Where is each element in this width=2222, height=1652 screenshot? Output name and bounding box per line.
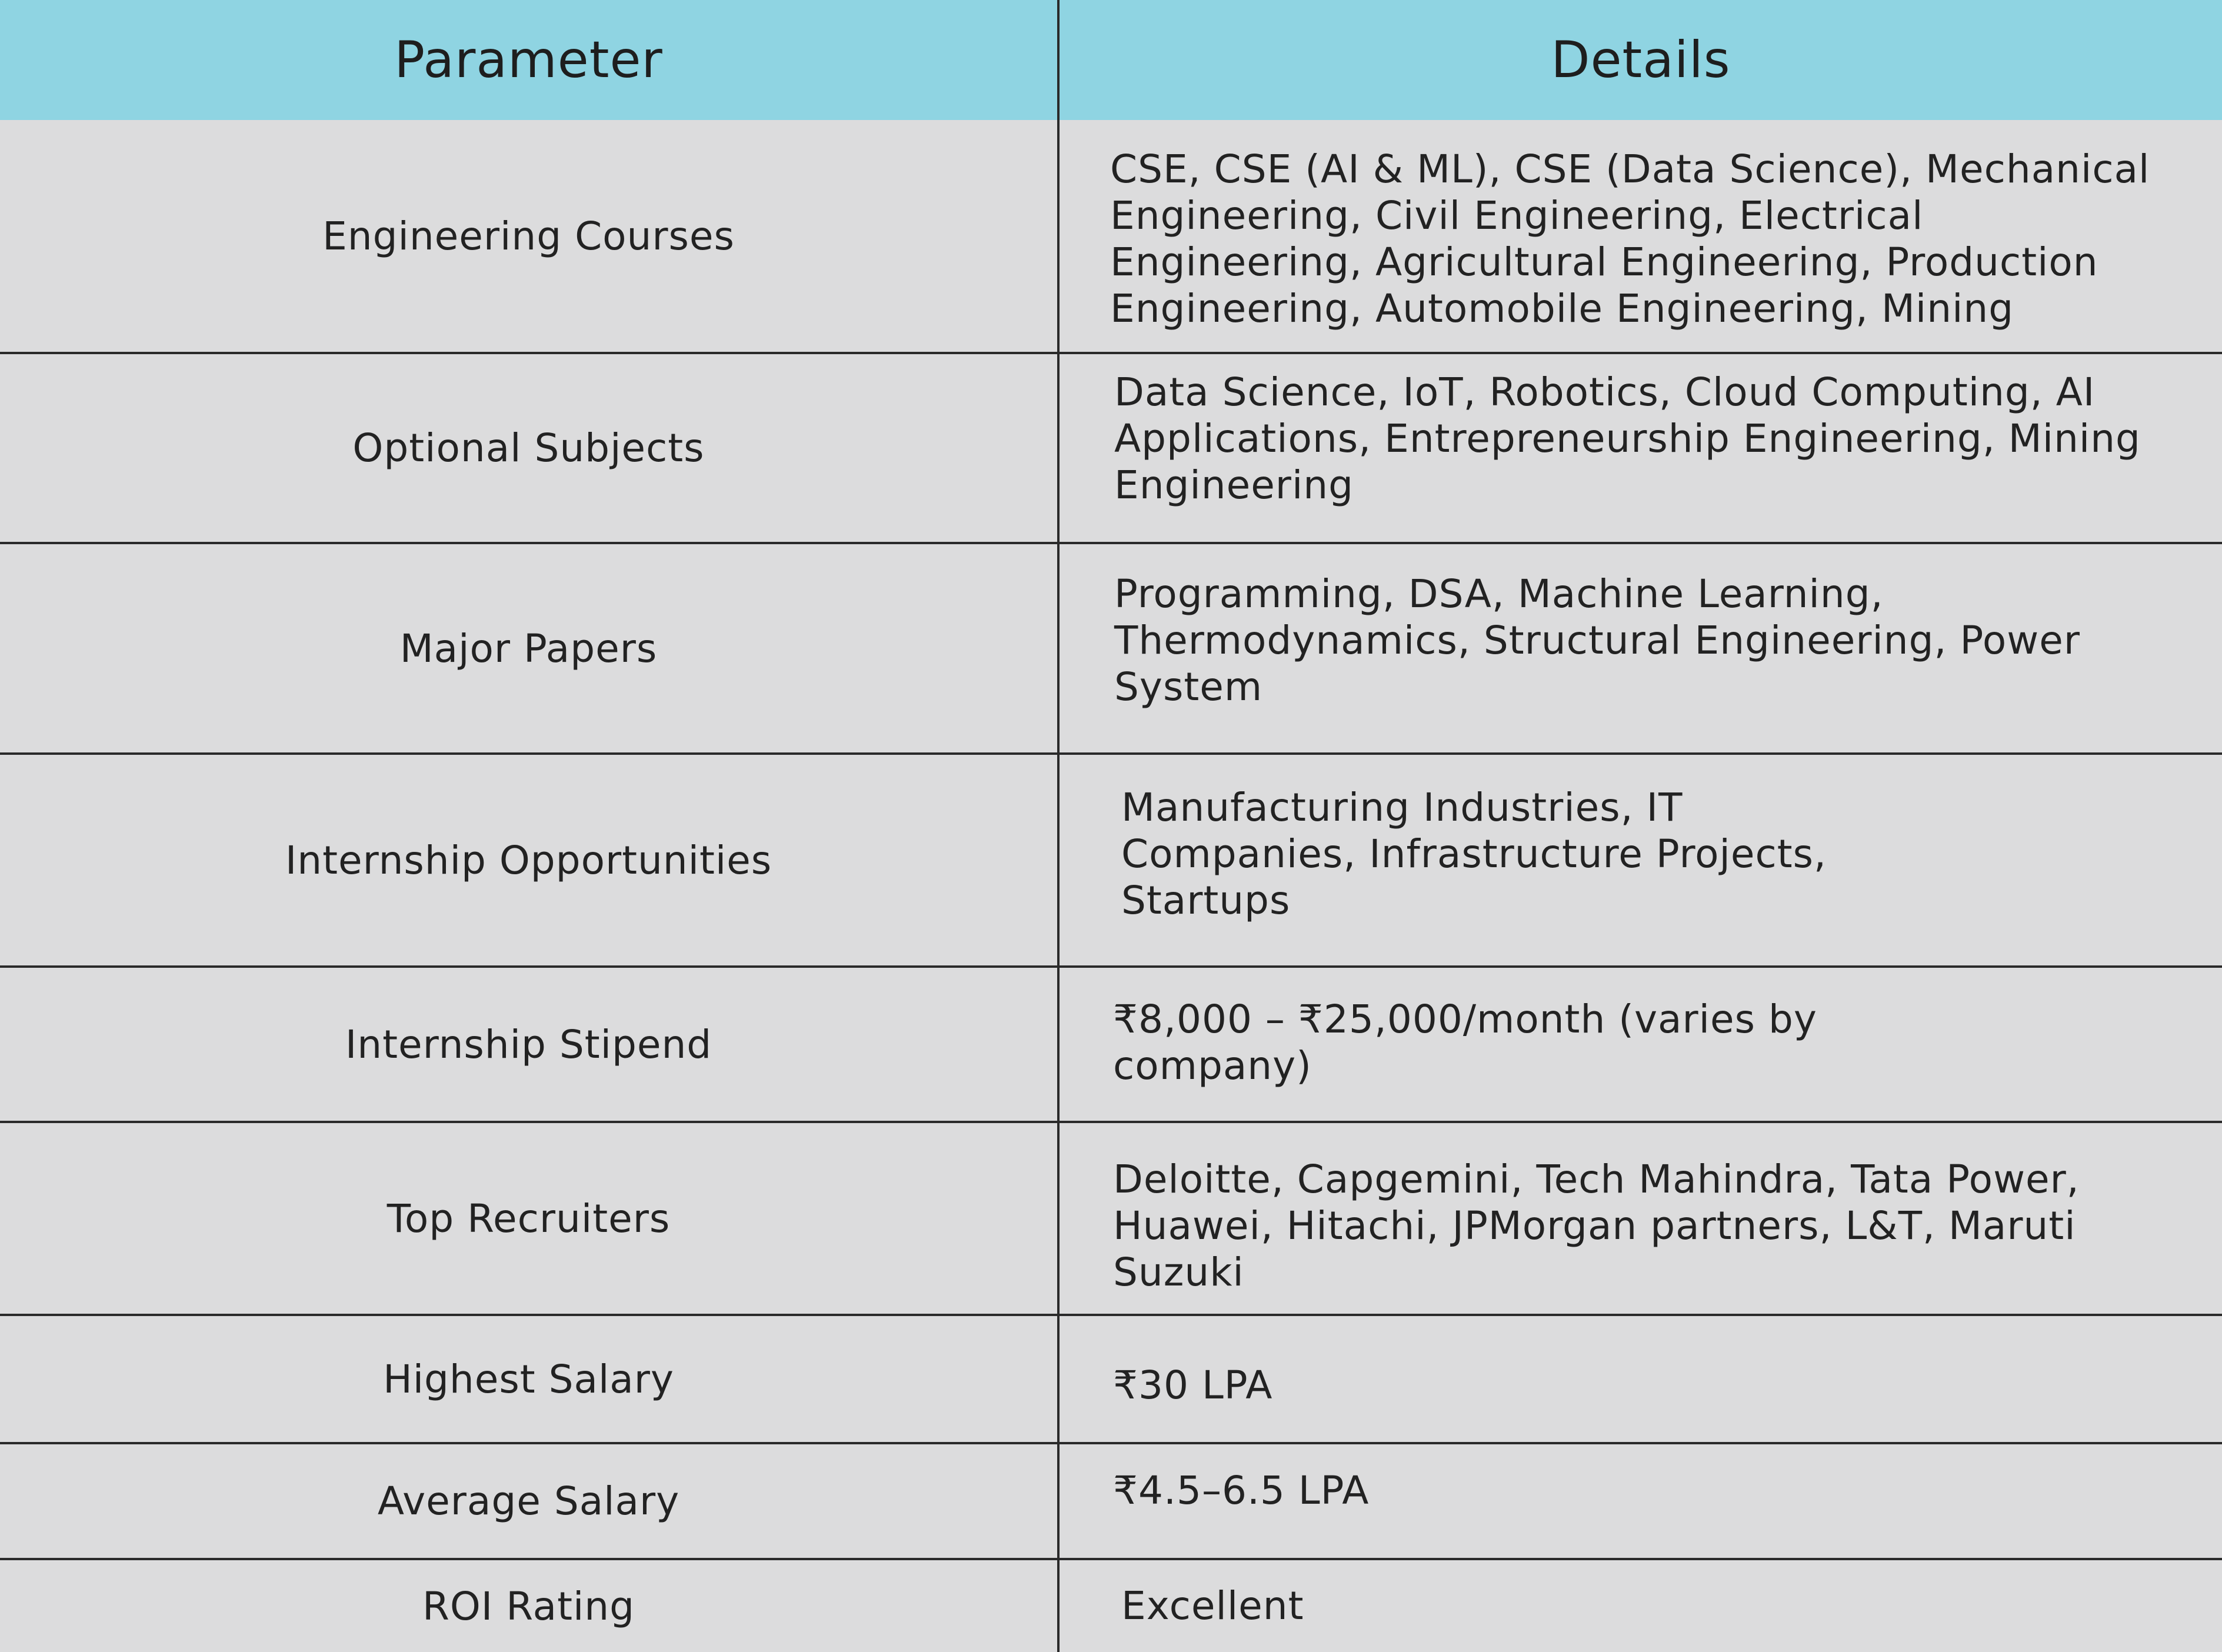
detail-line: Engineering, Agricultural Engineering, Production (1110, 239, 2098, 285)
table-row-details (1114, 369, 2222, 508)
table-row-parameter: Optional Subjects (352, 425, 705, 471)
table-row-parameter: Internship Stipend (345, 1021, 712, 1067)
table-row-parameter: Highest Salary (383, 1356, 674, 1402)
detail-line: Excellent (1121, 1583, 1304, 1628)
header-details: Details (1551, 31, 1731, 89)
table-row-details (1113, 996, 2222, 1089)
table-row-details (1121, 784, 2222, 924)
table-row-details (1114, 571, 2222, 710)
detail-line: Data Science, IoT, Robotics, Cloud Computing, AI (1114, 369, 2096, 415)
detail-line: Startups (1121, 878, 1291, 923)
table-row-parameter: ROI Rating (422, 1583, 635, 1629)
column-divider (1057, 0, 1060, 1652)
table-row-parameter: Average Salary (377, 1478, 680, 1524)
table-row-details (1113, 1467, 2222, 1514)
detail-line: CSE, CSE (AI & ML), CSE (Data Science), Mechanical (1110, 146, 2150, 192)
detail-line: Engineering, Automobile Engineering, Mining (1110, 286, 2014, 331)
detail-line: Engineering (1114, 462, 1354, 508)
detail-line: ₹30 LPA (1113, 1363, 1273, 1408)
table-row-parameter: Internship Opportunities (285, 837, 772, 883)
detail-line: Programming, DSA, Machine Learning, (1114, 571, 1884, 617)
detail-line: Companies, Infrastructure Projects, (1121, 831, 1827, 877)
detail-line: ₹8,000 – ₹25,000/month (varies by (1113, 997, 1817, 1042)
table-row-details (1121, 1583, 2222, 1629)
table-row-parameter: Top Recruiters (387, 1195, 671, 1241)
table-row-details (1110, 146, 2222, 332)
detail-line: Applications, Entrepreneurship Engineering, Mining (1114, 416, 2141, 461)
detail-line: Suzuki (1113, 1250, 1244, 1295)
header-parameter: Parameter (394, 31, 663, 89)
table-row-details (1113, 1156, 2222, 1295)
detail-line: ₹4.5–6.5 LPA (1113, 1468, 1370, 1513)
detail-line: System (1114, 664, 1263, 710)
detail-line: Huawei, Hitachi, JPMorgan partners, L&T, Maruti (1113, 1203, 2076, 1248)
table-row-details (1113, 1362, 2222, 1408)
detail-line: Manufacturing Industries, IT (1121, 785, 1683, 830)
table-row-parameter: Engineering Courses (322, 213, 735, 259)
detail-line: Thermodynamics, Structural Engineering, Power (1114, 618, 2081, 663)
detail-line: Deloitte, Capgemini, Tech Mahindra, Tata Power, (1113, 1157, 2080, 1202)
detail-line: company) (1113, 1043, 1312, 1088)
table-row-parameter: Major Papers (399, 625, 658, 671)
detail-line: Engineering, Civil Engineering, Electrical (1110, 193, 1924, 238)
